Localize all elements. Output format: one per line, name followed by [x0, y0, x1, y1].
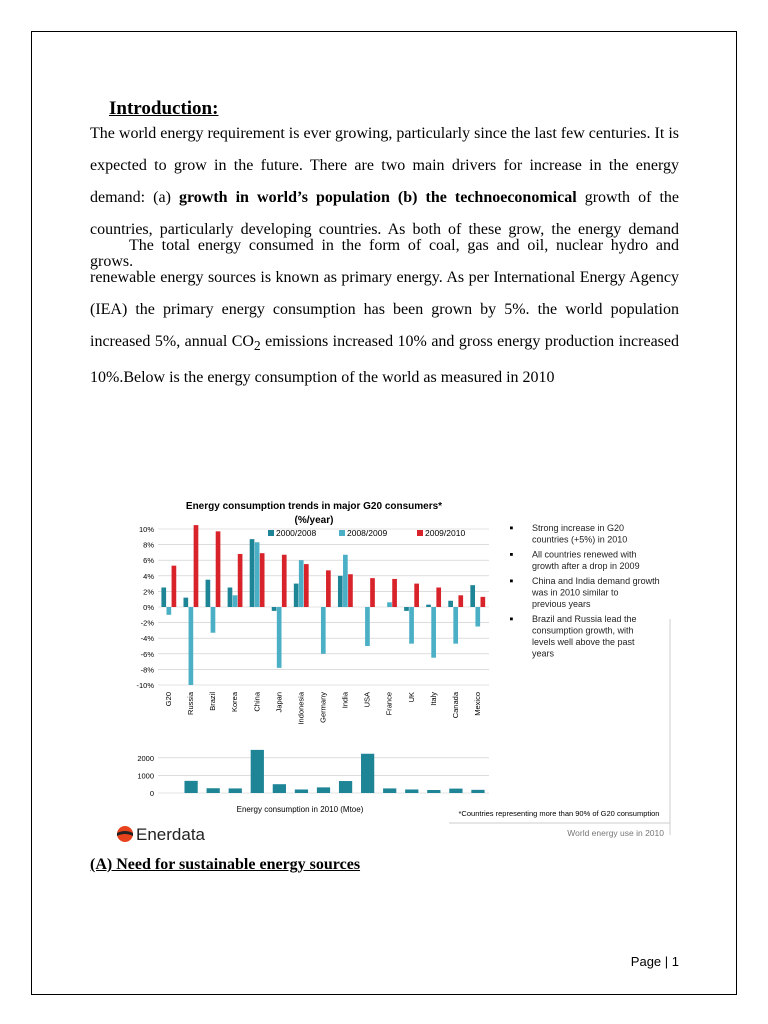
top-chart-category-labels: [164, 691, 482, 724]
paragraph-1-bold: growth in world’s population (b) the technoeconomical: [178, 189, 577, 206]
energy-chart: [114, 495, 684, 847]
bullet-text: Brazil and Russia lead the consumption growth, with levels well above the past years: [532, 614, 637, 659]
top-category-label: Italy: [428, 692, 438, 706]
bar-canada-2009-2010: [458, 595, 463, 607]
top-y-tick-label: 10%: [138, 525, 154, 534]
enerdata-logo: [117, 825, 206, 844]
bar-germany-2008-2009: [321, 607, 326, 654]
bullet-marker: [510, 580, 513, 583]
bottom-chart-bars: [184, 750, 484, 793]
consumption-bar-uk: [405, 789, 418, 793]
bar-korea-2009-2010: [238, 554, 243, 607]
bar-france-2008-2009: [387, 602, 392, 607]
bar-g20-2009-2010: [172, 566, 177, 607]
top-y-tick-label: -10%: [136, 681, 154, 690]
top-category-label: G20: [164, 692, 174, 707]
bar-russia-2009-2010: [194, 525, 199, 607]
bar-italy-2009-2010: [436, 588, 441, 608]
legend-label-2009-2010: 2009/2010: [425, 528, 466, 538]
bullet-marker: [510, 618, 513, 621]
bottom-chart-xlabel: Energy consumption in 2010 (Mtoe): [236, 805, 364, 814]
bar-brazil-2000-2008: [206, 580, 211, 607]
top-category-label: Germany: [318, 692, 328, 723]
top-category-label: Brazil: [208, 692, 218, 711]
bar-korea-2000-2008: [228, 588, 233, 608]
bar-china-2008-2009: [255, 542, 260, 607]
bar-italy-2008-2009: [431, 607, 436, 658]
consumption-bar-japan: [273, 784, 286, 793]
paragraph-2-part-c: emissions increased 10% and gross energy production increased 10%.Below is the energy consumption of the world as measured in 2010: [90, 333, 680, 387]
bar-mexico-2009-2010: [481, 597, 486, 607]
top-y-tick-label: -8%: [140, 665, 154, 675]
top-category-label: Indonesia: [296, 692, 306, 725]
consumption-bar-china: [251, 750, 264, 793]
top-y-tick-label: 6%: [143, 556, 154, 566]
bar-mexico-2008-2009: [475, 607, 480, 627]
bar-uk-2008-2009: [409, 607, 414, 644]
consumption-bar-india: [339, 781, 352, 793]
top-y-tick-label: -2%: [140, 618, 154, 628]
bar-japan-2008-2009: [277, 607, 282, 668]
paragraph-1-part-a: The world energy requirement is ever growing, particularly since the last few centuries. It is expected to grow in the future. There are two main drivers for increase in the energy demand: (a): [90, 125, 679, 206]
bar-russia-2008-2009: [189, 607, 194, 685]
bar-mexico-2000-2008: [470, 585, 475, 607]
chart-legend: [268, 528, 465, 538]
bar-china-2000-2008: [250, 539, 255, 607]
legend-swatch-2008-2009: [339, 530, 345, 536]
consumption-bar-france: [383, 788, 396, 793]
bar-korea-2008-2009: [233, 595, 238, 607]
top-y-tick-label: 4%: [143, 571, 154, 581]
bottom-y-tick-label: 1000: [137, 771, 154, 781]
top-y-tick-label: 0%: [143, 603, 154, 612]
bullet-text: China and India demand growth was in 2010 similar to previous years: [532, 576, 660, 609]
top-category-label: China: [252, 692, 262, 712]
bar-brazil-2009-2010: [216, 531, 221, 607]
bullet-marker: [510, 553, 513, 556]
bar-india-2000-2008: [338, 576, 343, 607]
bar-uk-2000-2008: [404, 607, 409, 611]
top-category-label: France: [384, 692, 394, 716]
energy-figure: [114, 495, 684, 852]
bar-india-2009-2010: [348, 574, 353, 607]
bar-indonesia-2000-2008: [294, 584, 299, 607]
bar-indonesia-2008-2009: [299, 560, 304, 607]
top-category-label: UK: [406, 692, 416, 703]
bar-usa-2008-2009: [365, 607, 370, 646]
top-y-tick-label: -4%: [140, 634, 154, 644]
consumption-bar-mexico: [471, 790, 484, 793]
bar-brazil-2008-2009: [211, 607, 216, 633]
consumption-bar-usa: [361, 754, 374, 793]
bar-usa-2009-2010: [370, 578, 375, 607]
bar-japan-2009-2010: [282, 555, 287, 607]
legend-label-2000-2008: 2000/2008: [276, 528, 317, 538]
figure-caption: World energy use in 2010: [567, 828, 664, 838]
legend-label-2008-2009: 2008/2009: [347, 528, 388, 538]
consumption-bar-canada: [449, 789, 462, 793]
subsection-heading: (A) Need for sustainable energy sources: [90, 856, 361, 873]
top-category-label: India: [340, 692, 350, 709]
paragraph-1-part-c: growth of the countries, particularly developing countries. As both of these grow, the energy demand grows.: [90, 189, 680, 270]
bar-indonesia-2009-2010: [304, 564, 309, 607]
top-category-label: Canada: [450, 692, 460, 719]
footnote: *Countries representing more than 90% of G20 consumption: [458, 809, 660, 818]
bullet-marker: [510, 527, 513, 530]
chart-title: Energy consumption trends in major G20 consumers*: [185, 501, 443, 512]
top-y-tick-label: -6%: [140, 649, 154, 659]
chart-subtitle: (%/year): [294, 515, 334, 526]
bar-india-2008-2009: [343, 555, 348, 607]
top-category-label: Japan: [274, 692, 284, 713]
section-heading: Introduction:: [109, 98, 219, 119]
bar-china-2009-2010: [260, 553, 265, 607]
enerdata-logo-text: Enerdata: [136, 825, 205, 844]
bullet-list: [510, 523, 660, 659]
top-category-label: USA: [362, 692, 372, 708]
paragraph-2-part-a: The total energy consumed in the form of coal, gas and oil, nuclear hydro and renewable energy sources is known as primary energy. As per International Energy Agency (IEA) the primary energy consumption has been grown by 5%. the world population increased 5%, annual CO: [90, 237, 679, 350]
top-chart-bars: [161, 525, 485, 685]
legend-swatch-2000-2008: [268, 530, 274, 536]
legend-swatch-2009-2010: [417, 530, 423, 536]
bar-germany-2009-2010: [326, 570, 331, 607]
bar-france-2009-2010: [392, 579, 397, 607]
consumption-bar-korea: [229, 788, 242, 793]
top-category-label: Korea: [230, 692, 240, 713]
bottom-y-tick-label: 2000: [137, 753, 154, 763]
consumption-bar-russia: [184, 781, 197, 793]
consumption-bar-italy: [427, 790, 440, 793]
page-footer: Page | 1: [630, 954, 679, 969]
top-y-tick-label: 2%: [143, 587, 154, 597]
consumption-bar-germany: [317, 787, 330, 793]
top-category-label: Russia: [186, 692, 196, 715]
bar-canada-2000-2008: [448, 601, 453, 607]
consumption-bar-brazil: [207, 788, 220, 793]
consumption-bar-indonesia: [295, 789, 308, 793]
bar-g20-2008-2009: [166, 607, 171, 615]
bar-italy-2000-2008: [426, 605, 431, 607]
bar-g20-2000-2008: [161, 588, 166, 608]
bar-japan-2000-2008: [272, 607, 277, 611]
bullet-text: All countries renewed with growth after a drop in 2009: [532, 549, 640, 571]
bar-canada-2008-2009: [453, 607, 458, 644]
bar-russia-2000-2008: [183, 598, 188, 607]
bar-uk-2009-2010: [414, 584, 419, 607]
top-category-label: Mexico: [472, 692, 482, 716]
bullet-text: Strong increase in G20 countries (+5%) in 2010: [532, 523, 628, 545]
top-y-tick-label: 8%: [143, 540, 154, 550]
co2-subscript: 2: [253, 338, 261, 354]
paragraph-2: [90, 230, 679, 394]
bottom-y-tick-label: 0: [149, 789, 154, 798]
